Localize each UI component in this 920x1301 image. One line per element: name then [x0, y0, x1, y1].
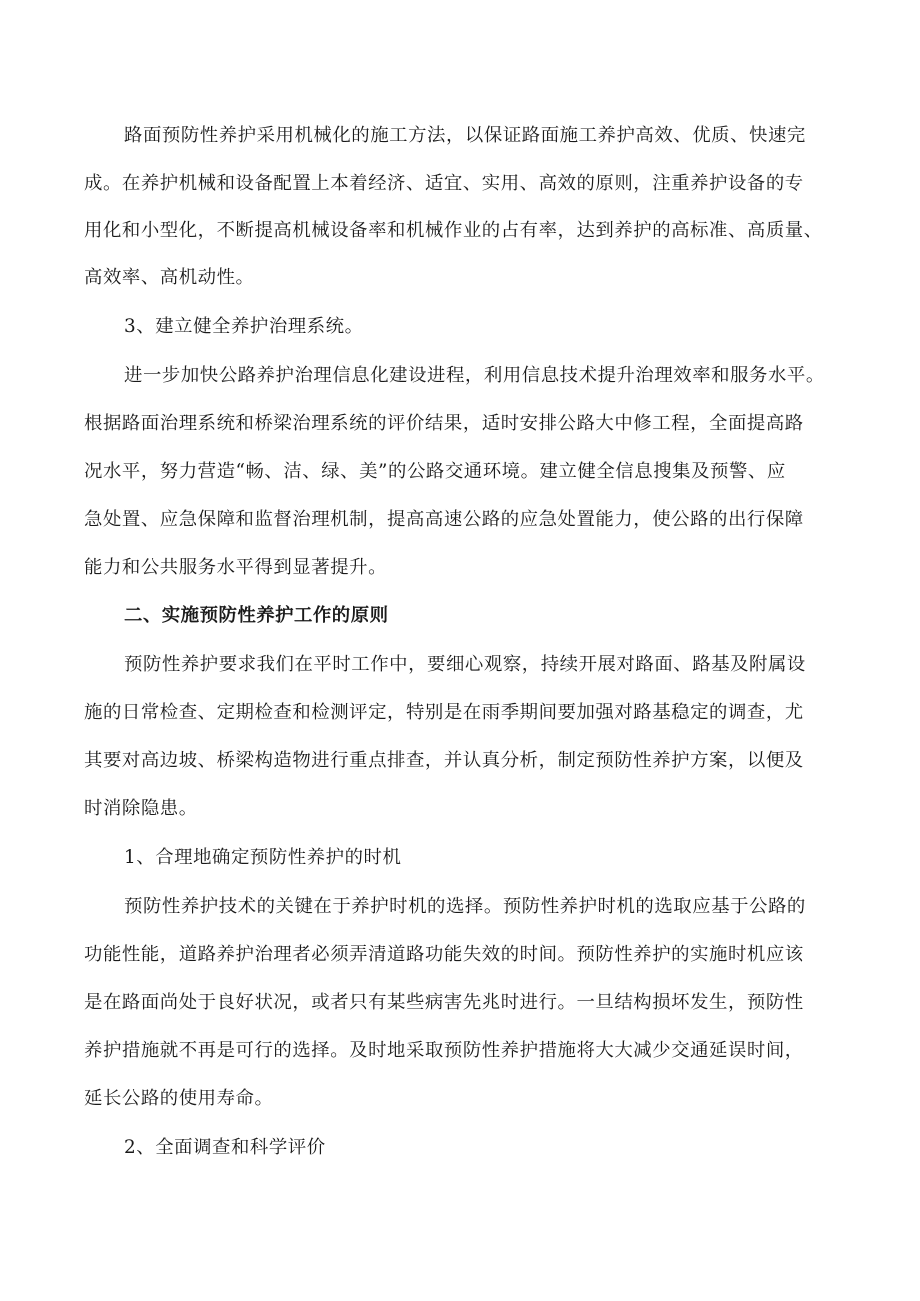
paragraph-line: 急处置、应急保障和监督治理机制，提高高速公路的应急处置能力，使公路的出行保障	[84, 509, 804, 530]
paragraph-line: 预防性养护技术的关键在于养护时机的选择。预防性养护时机的选取应基于公路的	[124, 896, 806, 917]
paragraph-line: 况水平，努力营造“畅、洁、绿、美”的公路交通环境。建立健全信息搜集及预警、应	[84, 461, 786, 482]
paragraph-line: 能力和公共服务水平得到显著提升。	[84, 557, 388, 578]
subsection-title: 1、合理地确定预防性养护的时机	[124, 847, 402, 868]
paragraph-line: 预防性养护要求我们在平时工作中，要细心观察，持续开展对路面、路基及附属设	[124, 654, 806, 675]
subsection-title: 3、建立健全养护治理系统。	[124, 316, 364, 337]
paragraph-line: 进一步加快公路养护治理信息化建设进程，利用信息技术提升治理效率和服务水平。	[124, 365, 825, 386]
paragraph-line: 路面预防性养护采用机械化的施工方法，以保证路面施工养护高效、优质、快速完	[124, 125, 806, 146]
subsection-title: 2、全面调查和科学评价	[124, 1137, 326, 1158]
paragraph-line: 高效率、高机动性。	[84, 267, 255, 288]
paragraph-line: 时消除隐患。	[84, 798, 198, 819]
paragraph-line: 延长公路的使用寿命。	[84, 1088, 274, 1109]
paragraph-line: 是在路面尚处于良好状况，或者只有某些病害先兆时进行。一旦结构损坏发生，预防性	[84, 992, 804, 1013]
paragraph-line: 养护措施就不再是可行的选择。及时地采取预防性养护措施将大大减少交通延误时间，	[84, 1040, 804, 1061]
paragraph-line: 功能性能，道路养护治理者必须弄清道路功能失效的时间。预防性养护的实施时机应该	[84, 944, 804, 965]
paragraph-line: 施的日常检查、定期检查和检测评定，特别是在雨季期间要加强对路基稳定的调查，尤	[84, 702, 804, 723]
paragraph-line: 根据路面治理系统和桥梁治理系统的评价结果，适时安排公路大中修工程，全面提高路	[84, 413, 804, 434]
paragraph-line: 其要对高边坡、桥梁构造物进行重点排查，并认真分析，制定预防性养护方案，以便及	[84, 750, 804, 771]
section-heading: 二、实施预防性养护工作的原则	[124, 605, 389, 626]
paragraph-line: 用化和小型化，不断提高机械设备率和机械作业的占有率，达到养护的高标准、高质量、	[84, 220, 823, 241]
paragraph-line: 成。在养护机械和设备配置上本着经济、适宜、实用、高效的原则，注重养护设备的专	[84, 173, 804, 194]
